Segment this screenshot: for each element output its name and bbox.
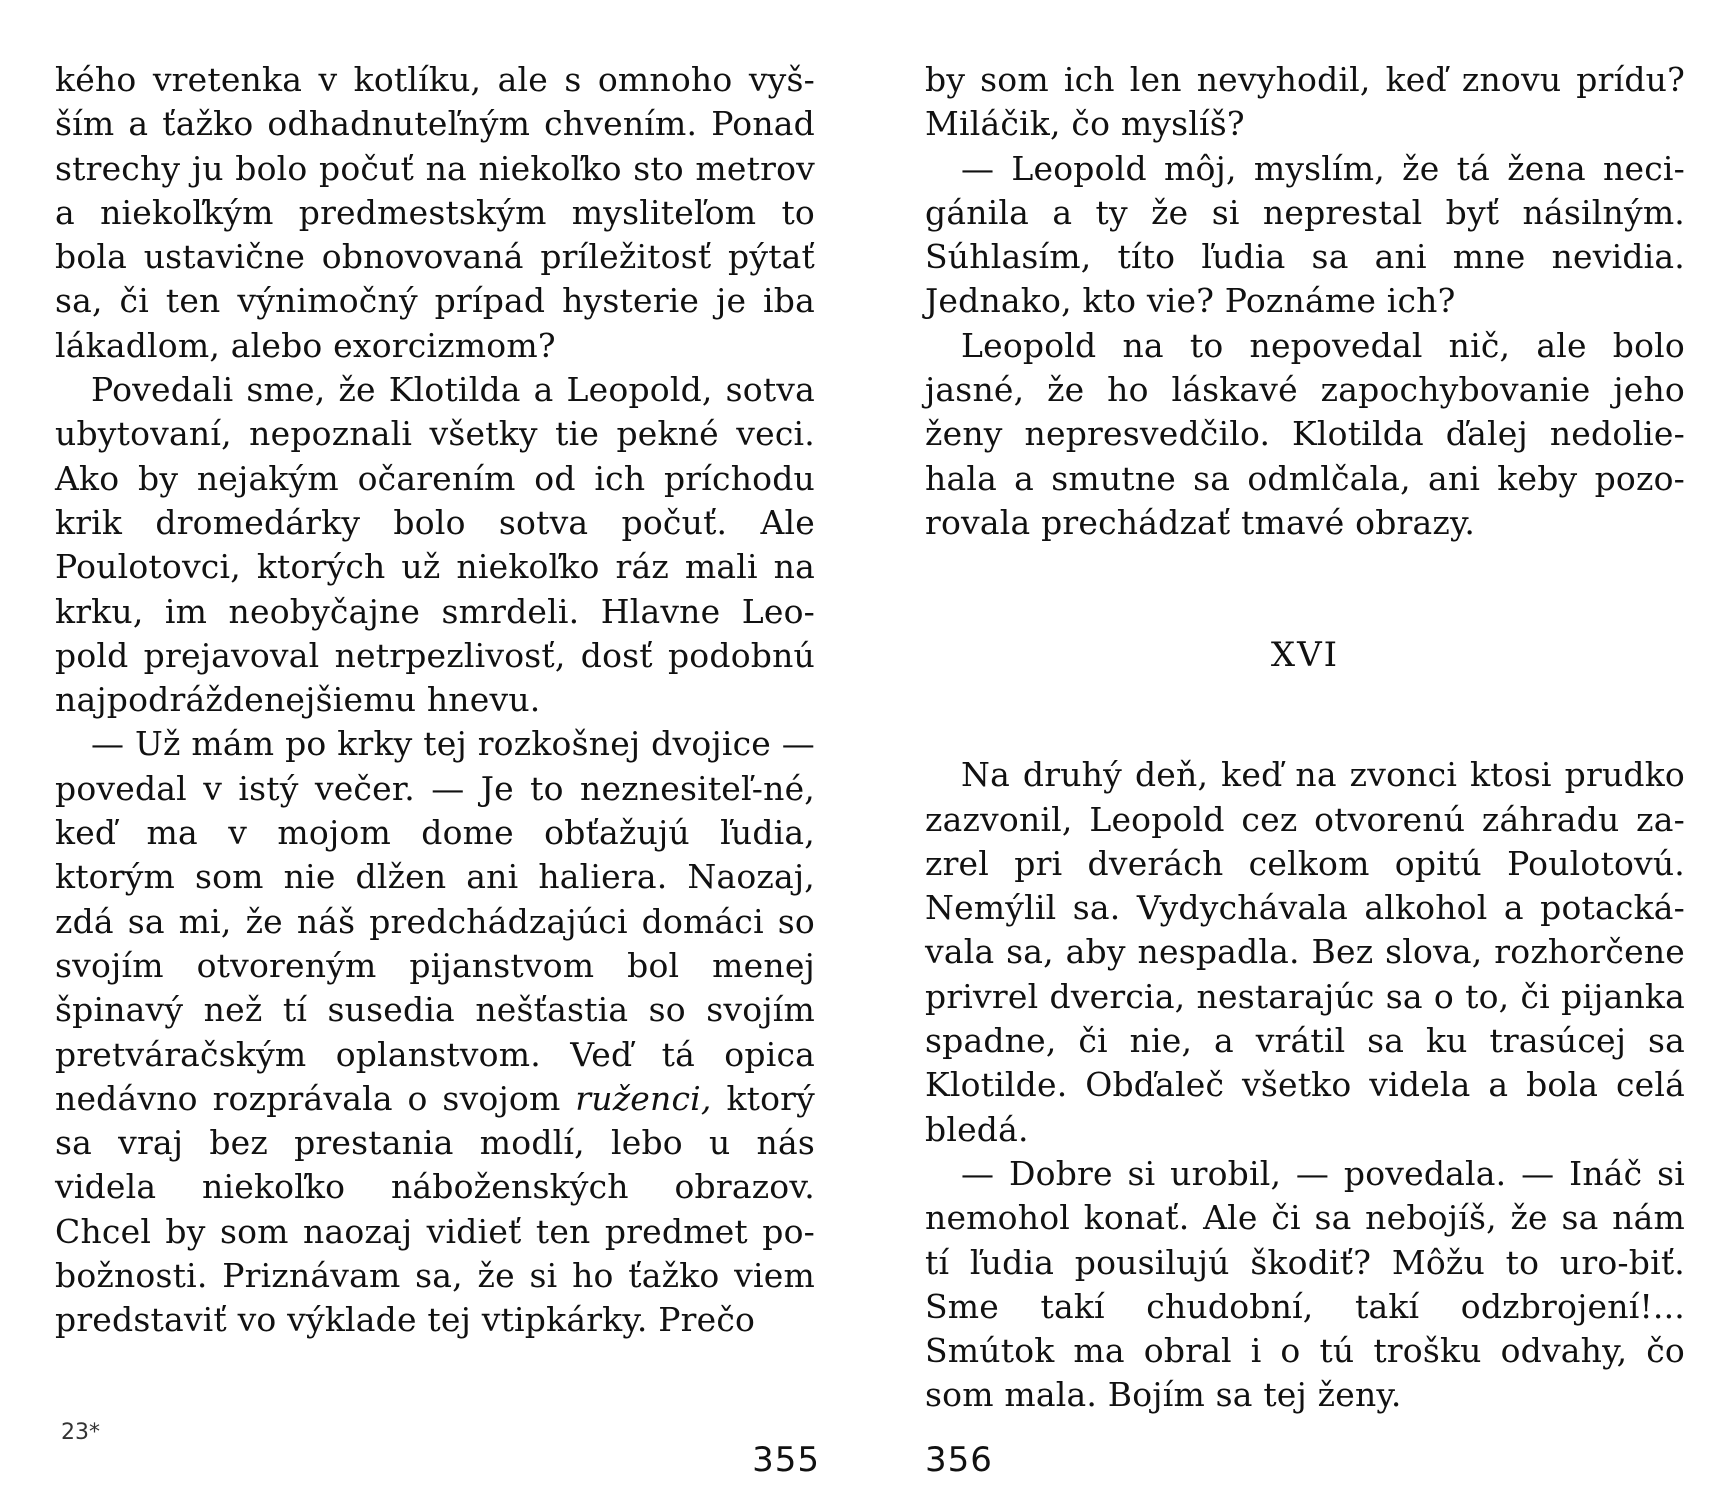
left-page-text <box>55 58 815 1343</box>
paragraph-text: by som ich len nevyhodil, keď znovu prídu? Miláčik, čo myslíš? <box>925 60 1685 144</box>
paragraph-text: Na druhý deň, keď na zvonci ktosi prudko zazvonil, Leopold cez otvorenú záhradu za-zrel pri dverách celkom opitú Poulotovú. Nemýlil sa. Vydychávala alkohol a potacká-vala sa, aby nespadla. Bez slova, rozhorčene privrel dvercia, nestarajúc sa o to, či pijanka spadne, či nie, a vrátil sa ku trasúcej sa Klotilde. Obďaleč všetko videla a bola celá bledá. <box>925 755 1685 1149</box>
page-number-right: 356 <box>925 1440 993 1480</box>
paragraph <box>925 147 1685 324</box>
paragraph <box>55 368 815 722</box>
paragraph <box>925 324 1685 545</box>
paragraph <box>925 753 1685 1152</box>
paragraph-text: — Už mám po krky tej rozkošnej dvojice — povedal v istý večer. — Je to neznesiteľ-né, keď ma v mojom dome obťažujú ľudia, ktorým som nie dlžen ani haliera. Naozaj, zdá sa mi, že náš predchádzajúci domáci so svojím otvoreným pijanstvom bol menej špinavý než tí susedia nešťastia so svojím pretváračským oplanstvom. Veď tá opica nedávno rozprávala o svojom <box>55 724 815 1118</box>
right-page-text-after-heading <box>925 753 1685 1417</box>
italic-text: ruženci, <box>575 1078 712 1118</box>
right-page-text-before-heading <box>925 58 1685 545</box>
chapter-heading: XVI <box>1270 635 1340 676</box>
paragraph-text: kého vretenka v kotlíku, ale s omnoho vyš-ším a ťažko odhadnuteľným chvením. Ponad strechy ju bolo počuť na niekoľko sto metrov a niekoľkým predmestským mysliteľom to bola ustavične obnovovaná príležitosť pýtať sa, či ten výnimočný prípad hysterie je iba lákadlom, alebo exorcizmom? <box>55 60 815 365</box>
left-page <box>55 58 820 1480</box>
paragraph-text: — Dobre si urobil, — povedala. — Ináč si nemohol konať. Ale či sa nebojíš, že sa nám tí ľudia pousilujú škodiť? Môžu to uro-biť. Sme takí chudobní, takí odzbrojení!... Smútok ma obral i o tú trošku odvahy, čo som mala. Bojím sa tej ženy. <box>925 1153 1685 1415</box>
paragraph-text: ktorý sa vraj bez prestania modlí, lebo u nás videla niekoľko náboženských obrazov. Chcel by som naozaj vidieť ten predmet po-božnosti. Priznávam sa, že si ho ťažko viem predstaviť vo výklade tej vtipkárky. Prečo <box>55 1078 815 1340</box>
page-number-left: 355 <box>752 1440 820 1480</box>
signature-mark: 23* <box>61 1420 100 1445</box>
paragraph-text: Povedali sme, že Klotilda a Leopold, sotva ubytovaní, nepoznali všetky tie pekné veci. Ako by nejakým očarením od ich príchodu krik dromedárky bolo sotva počuť. Ale Poulotovci, ktorých už niekoľko ráz mali na krku, im neobyčajne smrdeli. Hlavne Leo-pold prejavoval netrpezlivosť, dosť podobnú najpodráždenejšiemu hnevu. <box>55 370 815 720</box>
paragraph <box>925 58 1685 147</box>
paragraph <box>55 722 815 1342</box>
right-page <box>925 58 1685 1480</box>
paragraph-text: Leopold na to nepovedal nič, ale bolo jasné, že ho láskavé zapochybovanie jeho ženy nepresvedčilo. Klotilda ďalej nedolie-hala a smutne sa odmlčala, ani keby pozo-rovala prechádzať tmavé obrazy. <box>925 325 1685 542</box>
paragraph-text: — Leopold môj, myslím, že tá žena neci-gánila a ty že si neprestal byť násilným. Súhlasím, títo ľudia sa ani mne nevidia. Jednako, kto vie? Poznáme ich? <box>925 148 1685 321</box>
paragraph <box>55 58 815 368</box>
paragraph <box>925 1152 1685 1418</box>
